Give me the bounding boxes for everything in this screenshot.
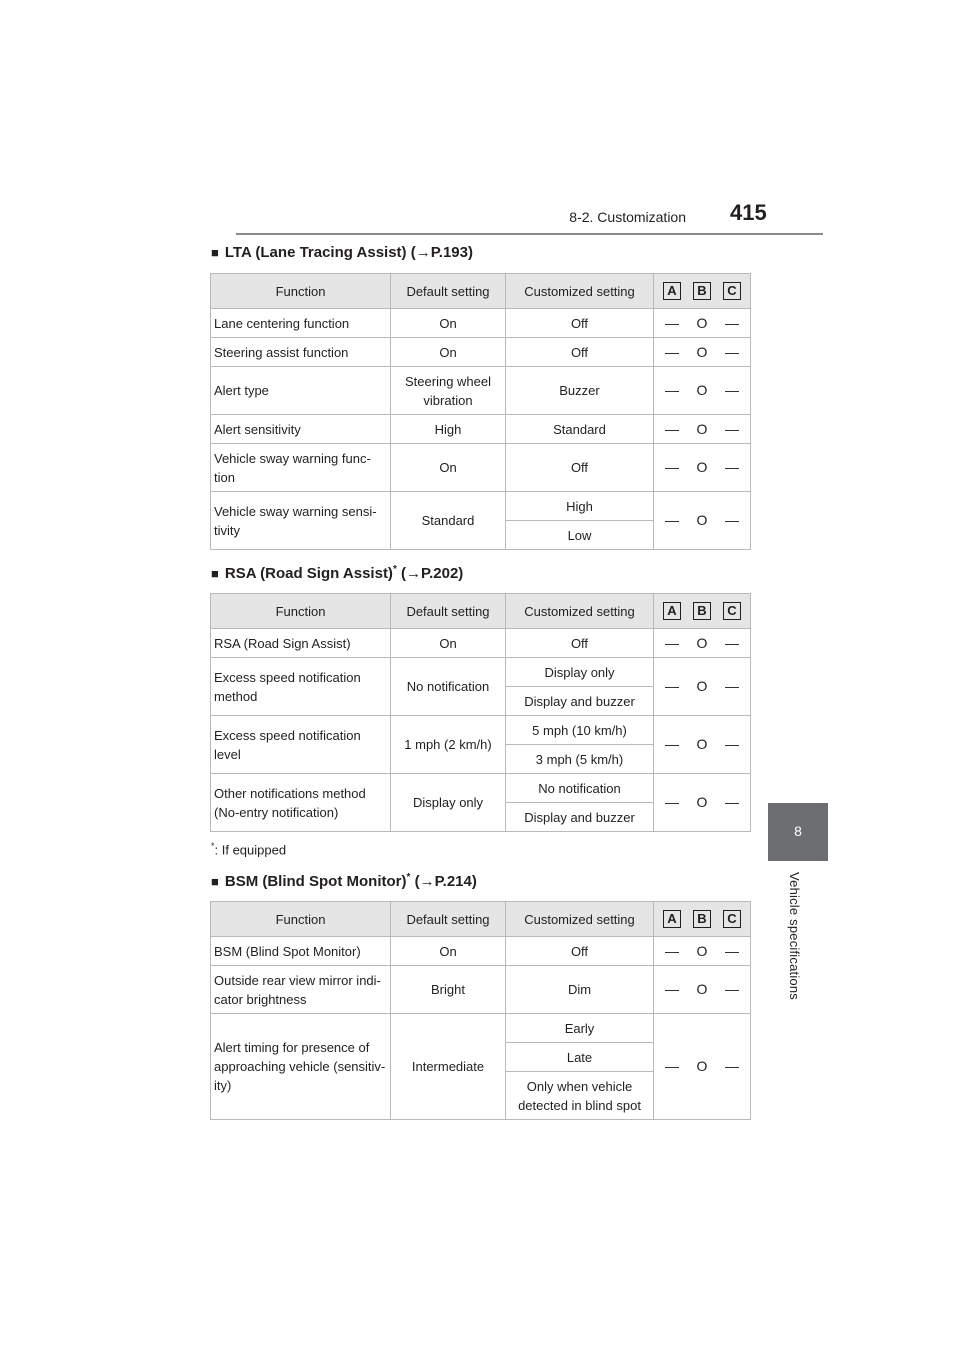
circle-mark: O: [696, 420, 708, 437]
dash-mark: —: [665, 314, 679, 331]
header-abc: [654, 902, 751, 937]
default-cell: High: [391, 415, 506, 444]
default-cell: Steering wheel vibration: [391, 367, 506, 415]
circle-mark: O: [696, 459, 708, 475]
header-rule: [236, 233, 823, 235]
circle-mark: O: [696, 343, 708, 360]
header-abc: [654, 594, 751, 629]
footnote-mark: *: [211, 841, 215, 851]
table-row: [211, 492, 751, 521]
abc-cell: [654, 966, 751, 1014]
default-cell: Standard: [391, 492, 506, 550]
asterisk-mark: *: [406, 872, 411, 883]
default-cell: Intermediate: [391, 1014, 506, 1120]
custom-cell: Off: [506, 309, 654, 338]
lta-heading: [211, 244, 473, 261]
dash-mark: —: [665, 512, 679, 528]
custom-cell: Off: [506, 629, 654, 658]
function-cell: Steering assist function: [211, 338, 391, 367]
header-default: Default setting: [391, 594, 506, 629]
circle-mark: O: [696, 794, 708, 810]
table-row: [211, 444, 751, 492]
function-cell: Outside rear view mirror indi-cator brightness: [211, 966, 391, 1014]
letter-c-icon: C: [723, 282, 741, 300]
function-cell: Lane centering function: [211, 309, 391, 338]
dash-mark: —: [665, 459, 679, 475]
function-cell: Vehicle sway warning sensi-tivity: [211, 492, 391, 550]
bsm-ref-open: (: [410, 873, 420, 890]
table-row: [211, 415, 751, 444]
custom-cell: Off: [506, 444, 654, 492]
default-cell: On: [391, 629, 506, 658]
table-row: [211, 937, 751, 966]
circle-mark: O: [696, 981, 708, 997]
arrow-icon: →: [406, 565, 422, 582]
default-cell: On: [391, 444, 506, 492]
dash-mark: —: [725, 1058, 739, 1074]
chapter-label: Vehicle specifications: [787, 872, 802, 1000]
function-cell: Excess speed notification level: [211, 716, 391, 774]
dash-mark: —: [665, 981, 679, 997]
abc-cell: [654, 444, 751, 492]
arrow-icon: →: [415, 244, 431, 261]
circle-mark: O: [696, 736, 708, 752]
default-cell: Bright: [391, 966, 506, 1014]
dash-mark: —: [725, 343, 739, 360]
rsa-heading: [211, 564, 463, 582]
table-row: [211, 367, 751, 415]
dash-mark: —: [725, 942, 739, 959]
circle-mark: O: [696, 678, 708, 694]
rsa-title: RSA (Road Sign Assist): [224, 565, 393, 582]
custom-cell: Buzzer: [506, 367, 654, 415]
default-cell: Display only: [391, 774, 506, 832]
dash-mark: —: [665, 634, 679, 651]
function-cell: Alert sensitivity: [211, 415, 391, 444]
bsm-heading: [211, 872, 477, 890]
abc-cell: [654, 629, 751, 658]
table-row: [211, 774, 751, 803]
section-title: 8-2. Customization: [569, 209, 686, 225]
page-header: [0, 0, 960, 240]
footnote: [211, 841, 286, 857]
custom-cell: Display and buzzer: [506, 687, 654, 716]
default-cell: On: [391, 937, 506, 966]
circle-mark: O: [696, 382, 708, 398]
header-default: Default setting: [391, 902, 506, 937]
function-cell: Alert timing for presence of approaching vehicle (sensitiv-ity): [211, 1014, 391, 1120]
custom-cell: Only when vehicle detected in blind spot: [506, 1072, 654, 1120]
letter-a-icon: A: [663, 910, 681, 928]
chapter-tab: [768, 803, 828, 861]
custom-cell: Display and buzzer: [506, 803, 654, 832]
letter-b-icon: B: [693, 602, 711, 620]
function-cell: BSM (Blind Spot Monitor): [211, 937, 391, 966]
lta-table: [210, 273, 751, 550]
circle-mark: O: [696, 314, 708, 331]
table-row: [211, 966, 751, 1014]
circle-mark: O: [696, 1058, 708, 1074]
custom-cell: No notification: [506, 774, 654, 803]
table-header-row: [211, 594, 751, 629]
custom-cell: Off: [506, 338, 654, 367]
custom-cell: Standard: [506, 415, 654, 444]
dash-mark: —: [665, 736, 679, 752]
custom-cell: Display only: [506, 658, 654, 687]
bullet-square-icon: ■: [211, 245, 219, 260]
table-row: [211, 1014, 751, 1043]
table-row: [211, 338, 751, 367]
custom-cell: 5 mph (10 km/h): [506, 716, 654, 745]
bullet-square-icon: ■: [211, 874, 219, 889]
header-customized: Customized setting: [506, 902, 654, 937]
lta-page-ref[interactable]: P.193): [430, 244, 473, 261]
function-cell: Vehicle sway warning func-tion: [211, 444, 391, 492]
custom-cell: Early: [506, 1014, 654, 1043]
abc-cell: [654, 338, 751, 367]
table-row: [211, 716, 751, 745]
circle-mark: O: [696, 634, 708, 651]
table-row: [211, 309, 751, 338]
dash-mark: —: [725, 314, 739, 331]
abc-cell: [654, 937, 751, 966]
dash-mark: —: [725, 678, 739, 694]
function-cell: Excess speed notification method: [211, 658, 391, 716]
custom-cell: Off: [506, 937, 654, 966]
rsa-ref-open: (: [396, 565, 407, 582]
dash-mark: —: [725, 512, 739, 528]
header-function: Function: [211, 274, 391, 309]
asterisk-mark: *: [392, 564, 397, 575]
dash-mark: —: [725, 634, 739, 651]
default-cell: No notification: [391, 658, 506, 716]
abc-cell: [654, 716, 751, 774]
table-row: [211, 629, 751, 658]
header-default: Default setting: [391, 274, 506, 309]
dash-mark: —: [665, 420, 679, 437]
letter-c-icon: C: [723, 602, 741, 620]
function-cell: Other notifications method (No-entry notification): [211, 774, 391, 832]
default-cell: On: [391, 338, 506, 367]
header-customized: Customized setting: [506, 274, 654, 309]
dash-mark: —: [665, 678, 679, 694]
abc-cell: [654, 309, 751, 338]
bsm-table: [210, 901, 751, 1120]
dash-mark: —: [725, 459, 739, 475]
dash-mark: —: [725, 420, 739, 437]
bsm-title: BSM (Blind Spot Monitor): [224, 873, 407, 890]
function-cell: RSA (Road Sign Assist): [211, 629, 391, 658]
custom-cell: Low: [506, 521, 654, 550]
rsa-page-ref[interactable]: P.202): [421, 565, 464, 582]
custom-cell: Late: [506, 1043, 654, 1072]
dash-mark: —: [725, 736, 739, 752]
letter-b-icon: B: [693, 910, 711, 928]
header-abc: [654, 274, 751, 309]
default-cell: On: [391, 309, 506, 338]
header-function: Function: [211, 902, 391, 937]
dash-mark: —: [665, 794, 679, 810]
dash-mark: —: [725, 981, 739, 997]
header-customized: Customized setting: [506, 594, 654, 629]
page-number: 415: [730, 200, 767, 225]
letter-a-icon: A: [663, 602, 681, 620]
letter-a-icon: A: [663, 282, 681, 300]
abc-cell: [654, 1014, 751, 1120]
dash-mark: —: [665, 1058, 679, 1074]
dash-mark: —: [725, 382, 739, 398]
bsm-page-ref[interactable]: P.214): [434, 873, 477, 890]
table-header-row: [211, 274, 751, 309]
abc-cell: [654, 658, 751, 716]
abc-cell: [654, 367, 751, 415]
footnote-text: : If equipped: [214, 842, 287, 858]
abc-cell: [654, 492, 751, 550]
dash-mark: —: [725, 794, 739, 810]
header-function: Function: [211, 594, 391, 629]
default-cell: 1 mph (2 km/h): [391, 716, 506, 774]
table-row: [211, 658, 751, 687]
dash-mark: —: [665, 343, 679, 360]
dash-mark: —: [665, 942, 679, 959]
custom-cell: 3 mph (5 km/h): [506, 745, 654, 774]
letter-b-icon: B: [693, 282, 711, 300]
circle-mark: O: [696, 512, 708, 528]
dash-mark: —: [665, 382, 679, 398]
abc-cell: [654, 415, 751, 444]
rsa-table: [210, 593, 751, 832]
function-cell: Alert type: [211, 367, 391, 415]
table-header-row: [211, 902, 751, 937]
lta-title: LTA (Lane Tracing Assist) (: [224, 244, 416, 261]
circle-mark: O: [696, 942, 708, 959]
letter-c-icon: C: [723, 910, 741, 928]
custom-cell: High: [506, 492, 654, 521]
custom-cell: Dim: [506, 966, 654, 1014]
bullet-square-icon: ■: [211, 566, 219, 581]
abc-cell: [654, 774, 751, 832]
arrow-icon: →: [419, 873, 435, 890]
chapter-number: 8: [794, 823, 802, 839]
